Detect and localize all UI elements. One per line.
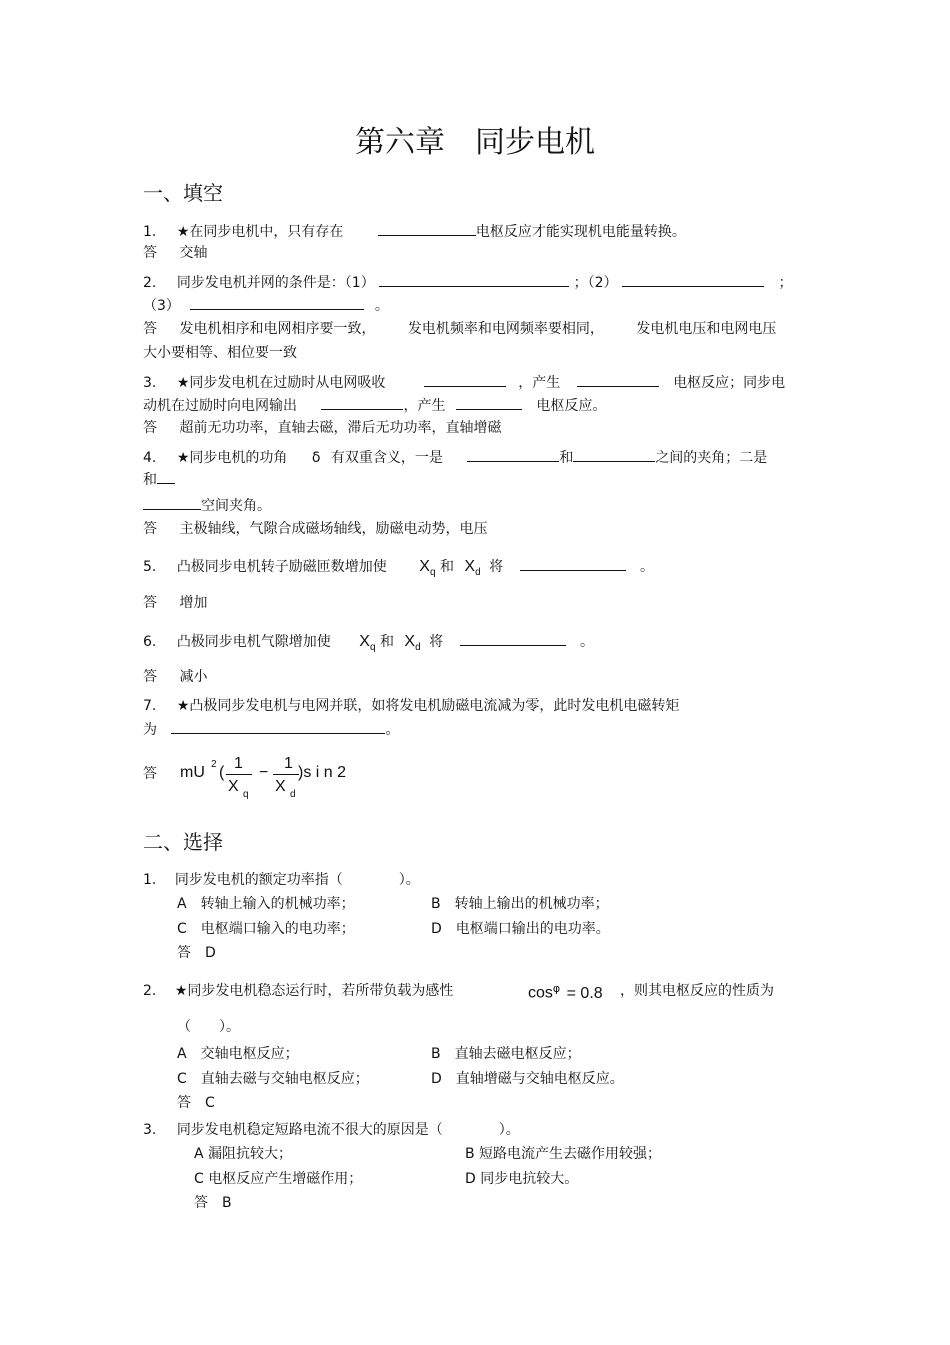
chapter-title: 第六章 同步电机 [355,125,595,160]
q3-blank-1 [424,372,506,387]
q6-and: 和 [379,634,394,650]
q3-blank-2 [577,372,659,387]
c3-answer: 答 B [194,1195,232,1211]
answer-label: 答 [143,595,157,611]
answer-label: 答 [143,321,157,337]
q6-number: 6. [143,634,157,650]
fill-q4-line3 [143,495,271,515]
q4-text-5: 和 [143,472,157,488]
formula-numerator-1: 1 [234,755,243,772]
q5-will: 将 [489,559,504,575]
answer-label: 答 [143,420,157,436]
q1-blank [378,221,476,236]
q2-semicolon: ； [778,275,793,291]
fill-q3-answer [143,419,501,437]
q4-number: 4. [143,450,157,466]
q4-text-3: 和 [559,450,574,466]
c1-text: 同步发电机的额定功率指（ ）。 [174,872,420,888]
c3-option-d: D 同步电抗较大。 [465,1171,579,1187]
c1-option-b: B 转轴上输出的机械功率； [431,896,609,912]
q1-answer: 交轴 [179,245,208,261]
q3-text-3: 电枢反应；同步电 [673,375,786,391]
cos-symbol: cos [528,984,553,1002]
q2-blank-2 [622,272,764,287]
c2-option-b: B 直轴去磁电枢反应； [431,1046,581,1062]
answer-label: 答 [143,521,157,537]
c2-text: ★同步发电机稳态运行时，若所带负载为感性 [174,983,454,999]
fraction-bar-1 [226,774,252,775]
c2-number: 2. [143,983,157,999]
q2-answer-a: 发电机相序和电网相序要一致， [179,321,376,337]
c1-answer: 答 D [177,945,216,961]
q6-will: 将 [429,634,444,650]
q2-answer-b: 发电机频率和电网频率要相同， [407,321,604,337]
fill-q4-line2 [143,469,175,489]
q2-answer-c: 发电机电压和电网电压 [636,321,777,337]
formula-xq: X [228,778,239,795]
xd-symbol: X [464,558,476,575]
fraction-bar-2 [273,774,299,775]
c2-option-a: A 交轴电枢反应； [177,1046,299,1062]
q6-answer: 减小 [179,669,208,685]
formula-minus: − [259,764,269,781]
fill-q7 [143,697,679,715]
choice-q3 [143,1121,520,1139]
q4-text-4: 之间的夹角；二是 [655,450,768,466]
phi-symbol: φ [552,982,561,995]
choice-q2 [143,982,453,1000]
fill-q2 [143,272,792,292]
xd-subscript: d [415,642,421,653]
formula-paren-open: ( [219,764,225,781]
c2-formula [528,980,603,1003]
q4-answer: 主极轴线，气隙合成磁场轴线，励磁电动势，电压 [179,521,488,537]
fill-q1 [143,221,686,241]
q7-text: ★凸极同步发电机与电网并联，如将发电机励磁电流减为零，此时发电机电磁转矩 [176,698,680,714]
q2-item3: （3） [143,298,180,314]
choice-q1 [143,871,420,889]
q7-blank [171,719,385,734]
q4-blank-1 [467,447,559,462]
xq-subscript: q [369,642,376,653]
xd-symbol: X [404,633,416,650]
q3-number: 3. [143,375,157,391]
fill-q3 [143,372,785,392]
fill-q6-answer [143,668,207,686]
q4-text: ★同步电机的功角 [176,450,288,466]
q6-text: 凸极同步电机气隙增加使 [176,634,331,650]
formula-numerator-2: 1 [284,755,293,772]
formula-exponent: 2 [211,759,217,770]
c1-number: 1. [143,872,157,888]
c2-option-c: C 直轴去磁与交轴电枢反应； [177,1071,369,1087]
q5-answer: 增加 [179,595,208,611]
q5-and: 和 [439,559,454,575]
fill-q3-line2 [143,395,606,415]
c3-number: 3. [143,1122,157,1138]
xd-subscript: d [475,567,481,578]
q7-answer-label: 答 [143,766,157,782]
q5-end: 。 [640,559,654,575]
formula-xd-subscript: d [290,789,296,800]
q1-number: 1. [143,224,157,240]
fill-q5 [143,556,654,578]
q2-end: 。 [374,298,389,314]
q7-text-2: 为 [143,722,157,738]
fill-q2-answer [143,320,776,338]
fill-q1-answer [143,244,207,262]
q2-number: 2. [143,275,157,291]
fill-q6 [143,631,594,653]
section-heading-choice: 二、选择 [143,830,223,854]
xq-subscript: q [429,567,436,578]
q2-blank-1 [379,272,569,287]
q1-text: ★在同步电机中，只有存在 [176,224,344,240]
q3-text-5: ，产生 [403,398,446,414]
q2-text: 同步发电机并网的条件是：（1） [176,275,375,291]
q4-text-6: 空间夹角。 [201,498,271,514]
q1-text-end: 电枢反应才能实现机电能量转换。 [475,224,686,240]
c3-text: 同步发电机稳定短路电流不很大的原因是（ ）。 [176,1122,520,1138]
q5-text: 凸极同步电机转子励磁匝数增加使 [176,559,387,575]
q2-blank-3 [190,295,364,310]
fill-q2-answer-line2: 大小要相等、相位要一致 [143,345,297,361]
xq-symbol: X [419,558,430,575]
formula-xd: X [275,778,286,795]
q3-text-2: ，产生 [518,375,561,391]
q3-answer: 超前无功功率，直轴去磁，滞后无功功率，直轴增磁 [179,420,502,436]
q5-number: 5. [143,559,157,575]
q3-blank-4 [456,395,522,410]
formula-mu: mU [180,764,205,781]
formula-xq-subscript: q [243,789,249,800]
q2-text-2: ；（2） [573,275,618,291]
q4-blank-4 [143,495,201,510]
q3-text-6: 电枢反应。 [536,398,607,414]
formula-sin2theta: )s i n 2 [298,764,347,781]
c1-option-a: A 转轴上输入的机械功率； [177,896,355,912]
delta-symbol: δ [311,450,321,466]
c2-answer: 答 C [177,1095,215,1111]
power-factor-value: = 0.8 [566,984,603,1002]
q5-blank [520,556,626,571]
c1-option-d: D 电枢端口输出的电功率。 [431,921,610,937]
q3-text: ★同步发电机在过励时从电网吸收 [176,375,386,391]
q4-blank-2 [573,447,655,462]
c3-option-c: C 电枢反应产生增磁作用； [194,1171,363,1187]
xq-symbol: X [359,633,370,650]
q7-number: 7. [143,698,157,714]
answer-label: 答 [143,245,157,261]
c3-option-b: B 短路电流产生去磁作用较强； [465,1146,662,1162]
q6-end: 。 [580,634,594,650]
q4-blank-3 [157,469,175,484]
fill-q5-answer [143,594,207,612]
fill-q4 [143,447,767,467]
fill-q4-answer [143,520,487,538]
fill-q7-line2 [143,719,399,739]
q6-blank [460,631,566,646]
section-heading-fill: 一、填空 [143,181,223,205]
c2-option-d: D 直轴增磁与交轴电枢反应。 [431,1071,624,1087]
c1-option-c: C 电枢端口输入的电功率； [177,921,355,937]
c2-paren: （ ）。 [177,1019,240,1035]
q3-text-4: 动机在过励时向电网输出 [143,398,297,414]
q3-blank-3 [321,395,403,410]
answer-label: 答 [143,669,157,685]
c3-option-a: A 漏阻抗较大； [194,1146,293,1162]
q7-end: 。 [385,722,400,738]
q4-text-2: 有双重含义，一是 [330,450,443,466]
fill-q2-line2 [143,295,389,315]
c2-text-tail: ，则其电枢反应的性质为 [620,983,774,999]
